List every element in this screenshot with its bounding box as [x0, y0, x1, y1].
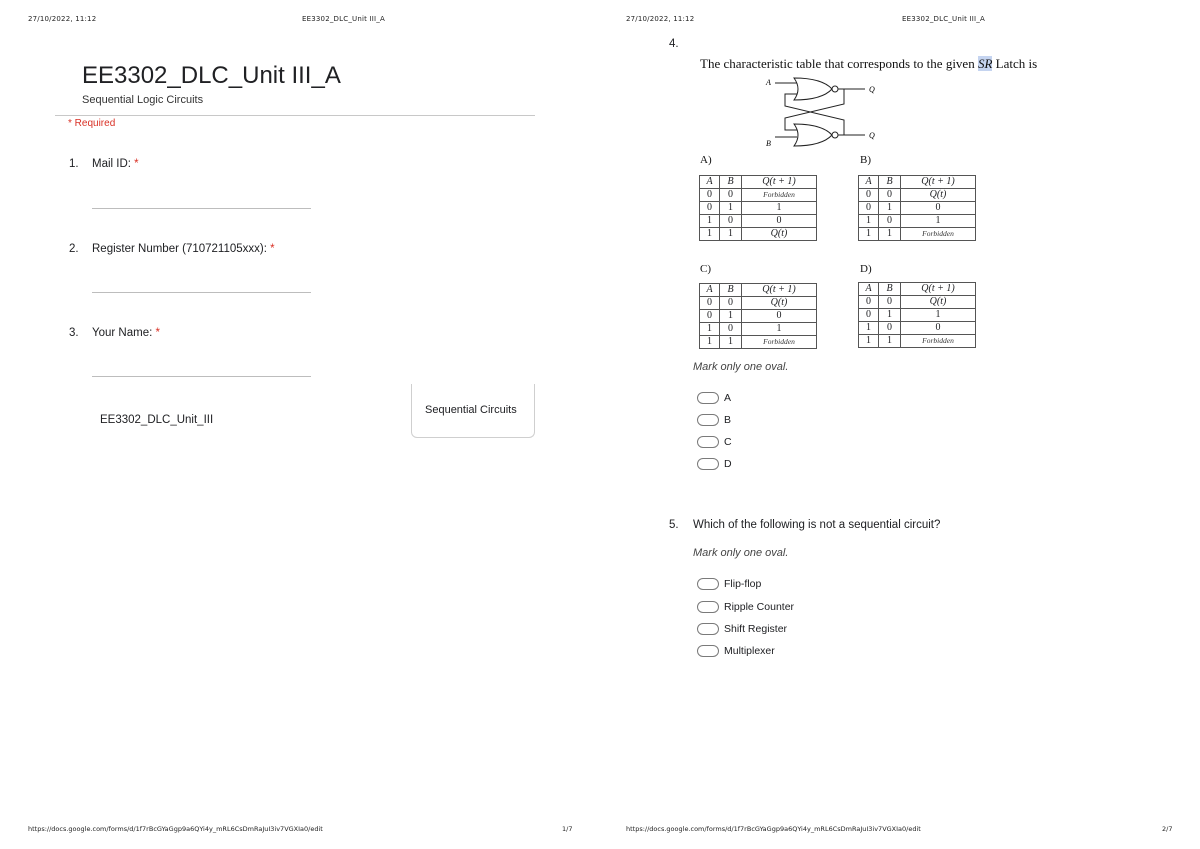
header-datetime: 27/10/2022, 11:12 [28, 15, 97, 23]
table-c-label: C) [700, 263, 711, 275]
option-b-label: B [724, 414, 732, 426]
sr-latch-diagram [760, 74, 890, 150]
footer-url: https://docs.google.com/forms/d/1f7rBcGYaGgp9a6QYi4y_mRL6CsDmRaJuI3iv7VGXIa0/edit [626, 825, 921, 833]
table-row [700, 297, 817, 310]
table-cell: 0 [720, 323, 742, 336]
radio-multiplexer[interactable] [697, 645, 719, 657]
option-a-label: A [724, 392, 732, 404]
question-1-text [92, 158, 139, 170]
question-4-text-part: The characteristic table that corresponds to the given [700, 56, 978, 71]
table-cell: 0 [901, 322, 976, 335]
bottom-nor-bubble [832, 132, 838, 138]
table-row [700, 310, 817, 323]
table-row [859, 322, 976, 335]
table-b [858, 175, 976, 241]
table-d [858, 282, 976, 348]
table-cell: 1 [879, 228, 901, 241]
table-row [700, 215, 817, 228]
table-row [700, 202, 817, 215]
table-row [700, 284, 817, 297]
table-b-label: B) [860, 154, 871, 166]
table-cell: 1 [859, 215, 879, 228]
table-cell: B [879, 176, 901, 189]
question-4-highlight: SR [977, 56, 993, 71]
form-title: EE3302_DLC_Unit III_A [82, 62, 341, 89]
label-q: Q [869, 85, 875, 94]
table-cell: B [879, 283, 901, 296]
table-cell: Q(t) [742, 297, 817, 310]
header-doc-title: EE3302_DLC_Unit III_A [302, 15, 385, 23]
table-cell: Q(t) [901, 189, 976, 202]
required-asterisk: * [155, 327, 160, 339]
table-c [699, 283, 817, 349]
table-cell: 1 [720, 336, 742, 349]
table-cell: 0 [859, 309, 879, 322]
table-cell: 1 [700, 215, 720, 228]
ripple-counter-label: Ripple Counter [724, 601, 795, 613]
table-row [700, 323, 817, 336]
table-cell: 1 [859, 335, 879, 348]
table-a-label: A) [700, 154, 712, 166]
section-name: EE3302_DLC_Unit_III [100, 414, 214, 426]
table-row [700, 336, 817, 349]
table-cell: 1 [859, 228, 879, 241]
table-row [859, 176, 976, 189]
page-2 [600, 0, 1200, 849]
table-cell: 1 [879, 309, 901, 322]
radio-flip-flop[interactable] [697, 578, 719, 590]
option-d-label: D [724, 458, 732, 470]
question-5-text: Which of the following is not a sequential circuit? [693, 519, 941, 531]
table-cell: B [720, 176, 742, 189]
table-cell: Forbidden [742, 189, 817, 202]
form-subtitle: Sequential Logic Circuits [82, 94, 204, 106]
question-2-label: Register Number (710721105xxx): [92, 243, 271, 255]
table-cell: 1 [700, 228, 720, 241]
table-cell: 0 [742, 310, 817, 323]
label-q2: Q [869, 131, 875, 140]
radio-shift-register[interactable] [697, 623, 719, 635]
question-2-text [92, 243, 275, 255]
table-cell: 1 [700, 336, 720, 349]
question-5-instruction: Mark only one oval. [693, 547, 789, 559]
question-2-number: 2. [69, 243, 79, 255]
table-cell: 1 [700, 323, 720, 336]
table-cell: 0 [859, 296, 879, 309]
table-cell: 0 [879, 215, 901, 228]
radio-option-b[interactable] [697, 414, 719, 426]
table-row [859, 335, 976, 348]
question-4-instruction: Mark only one oval. [693, 361, 789, 373]
radio-ripple-counter[interactable] [697, 601, 719, 613]
table-cell: Q(t) [901, 296, 976, 309]
table-cell: 1 [720, 202, 742, 215]
footer-url: https://docs.google.com/forms/d/1f7rBcGYaGgp9a6QYi4y_mRL6CsDmRaJuI3iv7VGXIa0/edit [28, 825, 323, 833]
table-cell: 0 [742, 215, 817, 228]
table-cell: 0 [700, 202, 720, 215]
label-a: A [766, 78, 771, 87]
table-row [859, 215, 976, 228]
table-cell: 0 [901, 202, 976, 215]
mail-id-input[interactable] [92, 208, 311, 209]
table-cell: 0 [859, 202, 879, 215]
question-3-label: Your Name: [92, 327, 156, 339]
table-cell: 0 [720, 189, 742, 202]
table-cell: 0 [879, 322, 901, 335]
top-nor-bubble [832, 86, 838, 92]
table-cell: A [859, 176, 879, 189]
table-row [700, 176, 817, 189]
register-number-input[interactable] [92, 292, 311, 293]
table-cell: 1 [859, 322, 879, 335]
table-cell: Q(t + 1) [901, 283, 976, 296]
table-cell: 1 [720, 310, 742, 323]
table-row [859, 309, 976, 322]
radio-option-d[interactable] [697, 458, 719, 470]
table-cell: A [859, 283, 879, 296]
table-row [859, 283, 976, 296]
header-doc-title: EE3302_DLC_Unit III_A [902, 15, 985, 23]
table-row [859, 202, 976, 215]
top-nor-gate [794, 78, 832, 100]
header-datetime: 27/10/2022, 11:12 [626, 15, 695, 23]
table-cell: 0 [879, 189, 901, 202]
radio-option-c[interactable] [697, 436, 719, 448]
table-cell: 0 [700, 310, 720, 323]
question-3-text [92, 327, 160, 339]
table-cell: 1 [879, 202, 901, 215]
label-b: B [766, 139, 771, 148]
table-cell: Forbidden [742, 336, 817, 349]
table-cell: A [700, 176, 720, 189]
table-cell: 1 [879, 335, 901, 348]
table-cell: 1 [901, 309, 976, 322]
bottom-nor-gate [794, 124, 832, 146]
footer-page-number: 1/7 [562, 825, 573, 833]
table-cell: 1 [720, 228, 742, 241]
question-1-number: 1. [69, 158, 79, 170]
table-row [700, 189, 817, 202]
table-cell: A [700, 284, 720, 297]
table-cell: Q(t + 1) [742, 284, 817, 297]
table-d-label: D) [860, 263, 872, 275]
question-4-number: 4. [669, 38, 679, 50]
table-cell: 1 [742, 323, 817, 336]
table-cell: 1 [742, 202, 817, 215]
table-cell: 0 [720, 297, 742, 310]
shift-register-label: Shift Register [724, 623, 788, 635]
table-cell: 0 [700, 189, 720, 202]
table-cell: B [720, 284, 742, 297]
footer-page-number: 2/7 [1162, 825, 1173, 833]
multiplexer-label: Multiplexer [724, 645, 775, 657]
table-cell: Q(t) [742, 228, 817, 241]
required-asterisk: * [134, 158, 139, 170]
table-cell: 1 [901, 215, 976, 228]
required-asterisk: * [270, 243, 275, 255]
title-divider [55, 115, 535, 116]
table-row [859, 296, 976, 309]
table-cell: 0 [859, 189, 879, 202]
table-cell: Q(t + 1) [742, 176, 817, 189]
table-row [859, 189, 976, 202]
question-4-text-end: Latch is [992, 56, 1038, 71]
table-a [699, 175, 817, 241]
your-name-input[interactable] [92, 376, 311, 377]
question-1-label: Mail ID: [92, 158, 135, 170]
table-row [700, 228, 817, 241]
option-c-label: C [724, 436, 732, 448]
section-box-label: Sequential Circuits [425, 404, 517, 416]
table-cell: 0 [700, 297, 720, 310]
question-4-text [700, 56, 1037, 72]
table-cell: Forbidden [901, 335, 976, 348]
question-3-number: 3. [69, 327, 79, 339]
question-5-number: 5. [669, 519, 679, 531]
required-note: * Required [68, 118, 116, 129]
table-cell: 0 [720, 215, 742, 228]
flip-flop-label: Flip-flop [724, 578, 762, 590]
table-cell: 0 [879, 296, 901, 309]
radio-option-a[interactable] [697, 392, 719, 404]
table-row [859, 228, 976, 241]
table-cell: Q(t + 1) [901, 176, 976, 189]
table-cell: Forbidden [901, 228, 976, 241]
